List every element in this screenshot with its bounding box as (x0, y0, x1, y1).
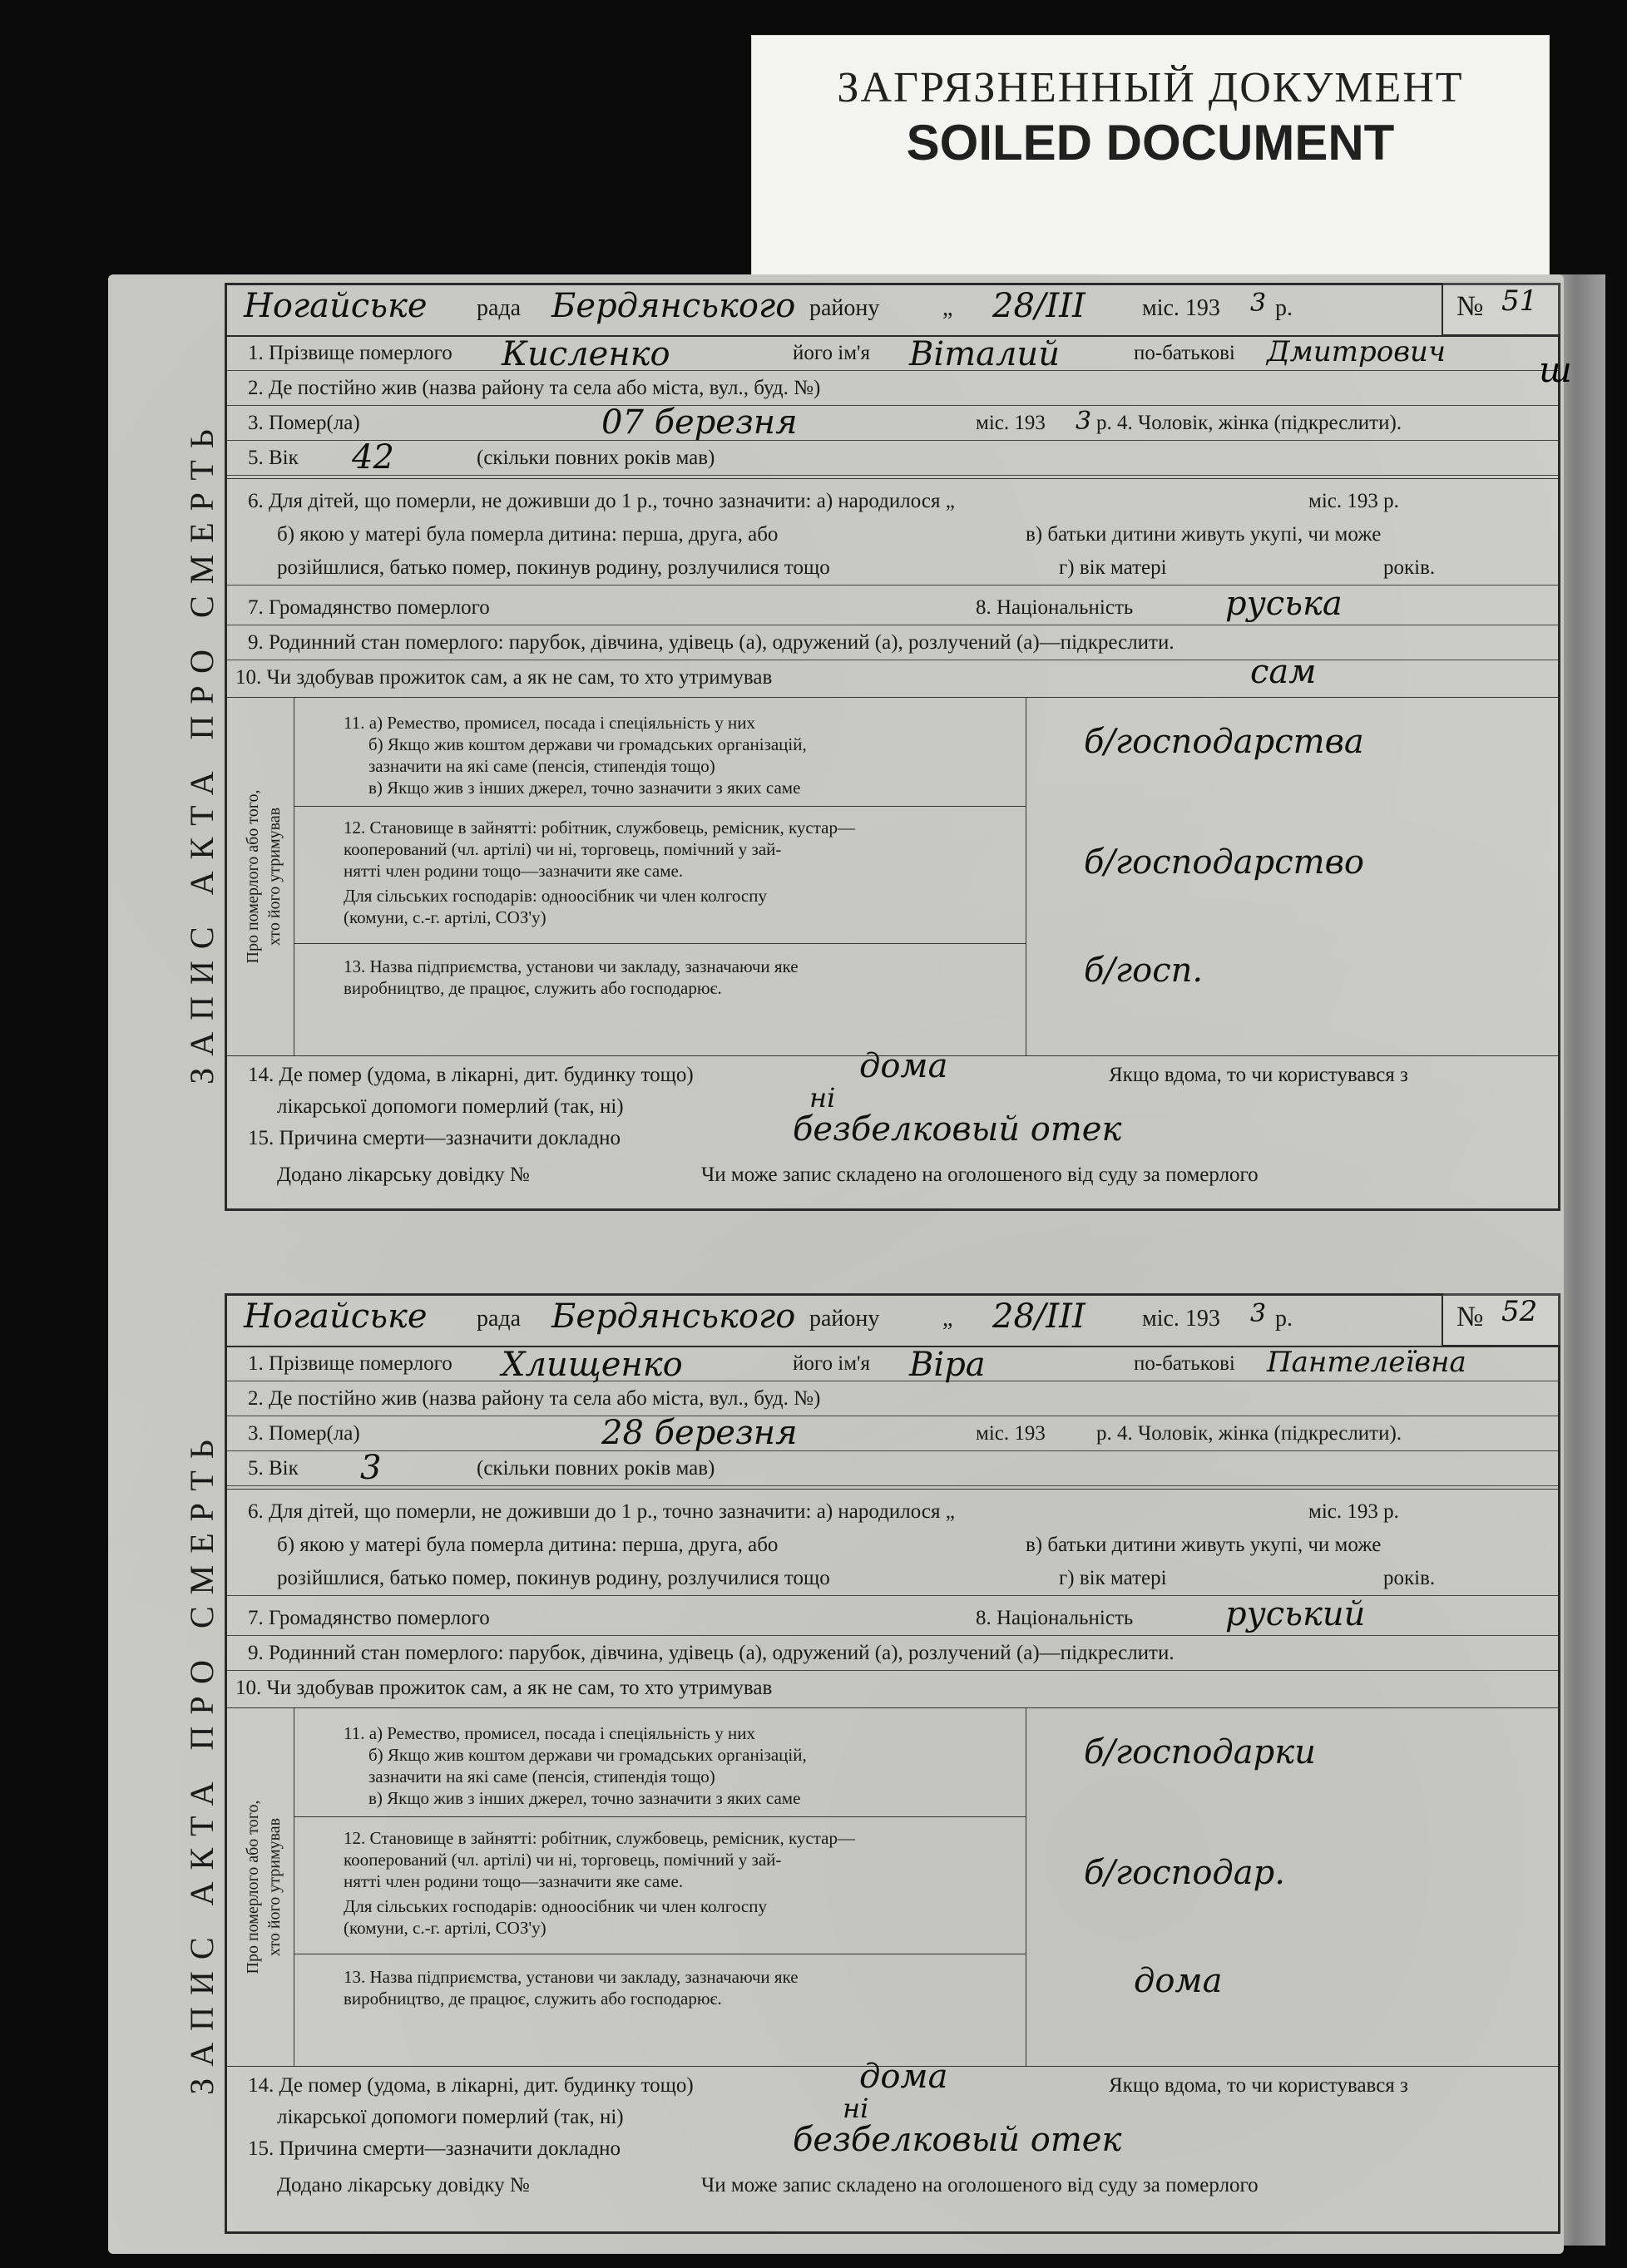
field-infant-a: 6. Для дітей, що померли, не доживши до 1 р., точно зазначити: а) народилося „ міс. 193 р. (248, 490, 1399, 512)
field-age: 5. Вік 42 (скільки повних років мав) (227, 442, 1558, 476)
margin-mark: ш (1539, 349, 1572, 390)
field-surname: 1. Прізвище померлого Хлищенко його ім'я Віра по-батькові Пантелеївна (227, 1347, 1558, 1381)
death-record-1 (183, 283, 1560, 1211)
record-date: 28/III (992, 1297, 1085, 1336)
record-side-title: ЗАПИС АКТА ПРО СМЕРТЬ (183, 418, 220, 1085)
document-page (108, 274, 1572, 2254)
district-name: Бердянського (551, 287, 796, 325)
field-citizenship: 7. Громадянство померлого 8. Національність руський (227, 1602, 1558, 1636)
field-infant-c: розійшлися, батько помер, покинув родину, розлучилися тощо г) вік матері років. (227, 551, 1558, 586)
field-infant-b: б) якою у матері була померла дитина: перша, друга, або в) батьки дитини живуть укупі, чи може (277, 1534, 1382, 1556)
field-died: 3. Помер(ла) 07 березня міс. 193 3 р. 4. Чоловік, жінка (підкреслити). (227, 407, 1558, 441)
field-certificate: Додано лікарську довідку № Чи може запис складено на оголошеного від суду за померлого (277, 2174, 1259, 2196)
occupation-block: Про померлого або того, хто його утримував 11. а) Ремество, промисел, посада і спеціяльність у них б) Якщо жив коштом держави чи громадських організацій, зазначити на які саме (пенсія, стипендія тощо) в) Якщо жив з інших джерел, точно зазначити з яких саме 12. Становище в зайнятті: робітник, службовець, ремісник, кустар— кооперований (чл. артілі) чи ні, торговець, помічний у зай- нятті член родини тощо—зазначити яке саме. Для сільських господарів: одноосібник чи член колгоспу (комуни, с.-г. артілі, СОЗ'у) 13. Назва підприємства, установи чи закладу, зазначаючи яке виробництво, де працює, служить або господарює. б/господарки б/господар. дома (227, 1707, 1558, 2067)
field-citizenship: 7. Громадянство померлого 8. Національність руська (227, 591, 1558, 625)
field-surname: 1. Прізвище померлого Кисленко його ім'я Віталий по-батькові Дмитрович (227, 337, 1558, 371)
field-infant-a: 6. Для дітей, що померли, не доживши до 1 р., точно зазначити: а) народилося „ міс. 193 р. (248, 1500, 1399, 1523)
record-side-title: ЗАПИС АКТА ПРО СМЕРТЬ (183, 1428, 220, 2095)
field-medical-help: лікарської допомоги померлий (так, ні) ні (277, 1082, 836, 1118)
field-death-place: 14. Де помер (удома, в лікарні, дит. будинку тощо) дома Якщо вдома, то чи користувався з (248, 2058, 1408, 2097)
field-infant-c: розійшлися, батько помер, покинув родину, розлучилися тощо г) вік матері років. (227, 1562, 1558, 1596)
record-number: 52 (1501, 1295, 1538, 1328)
village-name: Ногайськe (244, 1297, 428, 1336)
field-support: 10. Чи здобував прожиток сам, а як не сам, то хто утримував сам (235, 653, 1317, 691)
village-name: Ногайськe (244, 287, 428, 325)
record-number-box: № 52 (1442, 1293, 1560, 1346)
field-residence: 2. Де постійно жив (назва району та села або міста, вул., буд. №) (227, 1382, 1558, 1416)
soiled-document-stamp (751, 35, 1550, 276)
stamp-text-en: SOILED DOCUMENT (906, 115, 1395, 170)
field-infant-b: б) якою у матері була померла дитина: перша, друга, або в) батьки дитини живуть укупі, чи може (277, 523, 1382, 546)
field-enterprise: 13. Назва підприємства, установи чи закладу, зазначаючи яке виробництво, де працює, служить або господарює. (344, 956, 799, 998)
field-marital: 9. Родинний стан померлого: парубок, дівчина, удівець (а), одружений (а), розлучений (а)—підкреслити. (227, 626, 1558, 660)
record-date: 28/III (992, 287, 1085, 325)
field-occupation: 11. а) Ремество, промисел, посада і спеціяльність у них б) Якщо жив коштом держави чи громадських організацій, зазначити на які саме (пенсія, стипендія тощо) в) Якщо жив з інших джерел, точно зазначити з яких саме (294, 698, 1026, 807)
record-number: 51 (1501, 284, 1538, 318)
district-name: Бердянського (551, 1297, 796, 1336)
field-death-place: 14. Де помер (удома, в лікарні, дит. будинку тощо) дома Якщо вдома, то чи користувався з (248, 1047, 1408, 1086)
field-support: 10. Чи здобував прожиток сам, а як не сам, то хто утримував (235, 1677, 773, 1699)
occupation-block: Про померлого або того, хто його утримував 11. а) Ремество, промисел, посада і спеціяльність у них б) Якщо жив коштом держави чи громадських організацій, зазначити на які саме (пенсія, стипендія тощо) в) Якщо жив з інших джерел, точно зазначити з яких саме 12. Становище в зайнятті: робітник, службовець, ремісник, кустар— кооперований (чл. артілі) чи ні, торговець, помічний у зай- нятті член родини тощо—зазначити яке саме. Для сільських господарів: одноосібник чи член колгоспу (комуни, с.-г. артілі, СОЗ'у) 13. Назва підприємства, установи чи закладу, зазначаючи яке виробництво, де працює, служить або господарює. б/господарства б/господарство б/госп. (227, 697, 1558, 1056)
field-marital: 9. Родинний стан померлого: парубок, дівчина, удівець (а), одружений (а), розлучений (а)—підкреслити. (227, 1637, 1558, 1671)
field-medical-help: лікарської допомоги померлий (так, ні) ні (277, 2093, 869, 2128)
field-cause: 15. Причина смерти—зазначити докладно безбелковый отек (248, 2121, 1122, 2160)
stamp-text-ru: ЗАГРЯЗНЕННЫЙ ДОКУМЕНТ (837, 64, 1464, 111)
field-age: 5. Вік 3 (скільки повних років мав) (227, 1452, 1558, 1486)
record-header: Ногайськe рада Бердянського району „ 28/III міс. 193 3 р. № 52 (227, 1296, 1558, 1347)
field-cause: 15. Причина смерти—зазначити докладно безбелковый отек (248, 1110, 1122, 1149)
field-died: 3. Помер(ла) 28 березня міс. 193 р. 4. Чоловік, жінка (підкреслити). (227, 1417, 1558, 1451)
field-certificate: Додано лікарську довідку № Чи може запис складено на оголошеного від суду за померлого (277, 1164, 1259, 1186)
field-employment-status: 12. Становище в зайнятті: робітник, службовець, ремісник, кустар— кооперований (чл. артілі) чи ні, торговець, помічний у зай- нятті член родини тощо—зазначити яке саме. Для сільських господарів: одноосібник чи член колгоспу (комуни, с.-г. артілі, СОЗ'у) (294, 1816, 1026, 1954)
field-employment-status: 12. Становище в зайнятті: робітник, службовець, ремісник, кустар— кооперований (чл. артілі) чи ні, торговець, помічний у зай- нятті член родини тощо—зазначити яке саме. Для сільських господарів: одноосібник чи член колгоспу (комуни, с.-г. артілі, СОЗ'у) (294, 806, 1026, 944)
field-enterprise: 13. Назва підприємства, установи чи закладу, зазначаючи яке виробництво, де працює, служить або господарює. (344, 1967, 799, 2009)
field-occupation: 11. а) Ремество, промисел, посада і спеціяльність у них б) Якщо жив коштом держави чи громадських організацій, зазначити на які саме (пенсія, стипендія тощо) в) Якщо жив з інших джерел, точно зазначити з яких саме (294, 1708, 1026, 1817)
record-header: Ногайськe рада Бердянського району „ 28/III міс. 193 3 р. № 51 (227, 285, 1558, 337)
field-residence: 2. Де постійно жив (назва району та села або міста, вул., буд. №) (227, 372, 1558, 406)
death-record-2 (183, 1293, 1560, 2234)
record-number-box: № 51 (1442, 283, 1560, 336)
